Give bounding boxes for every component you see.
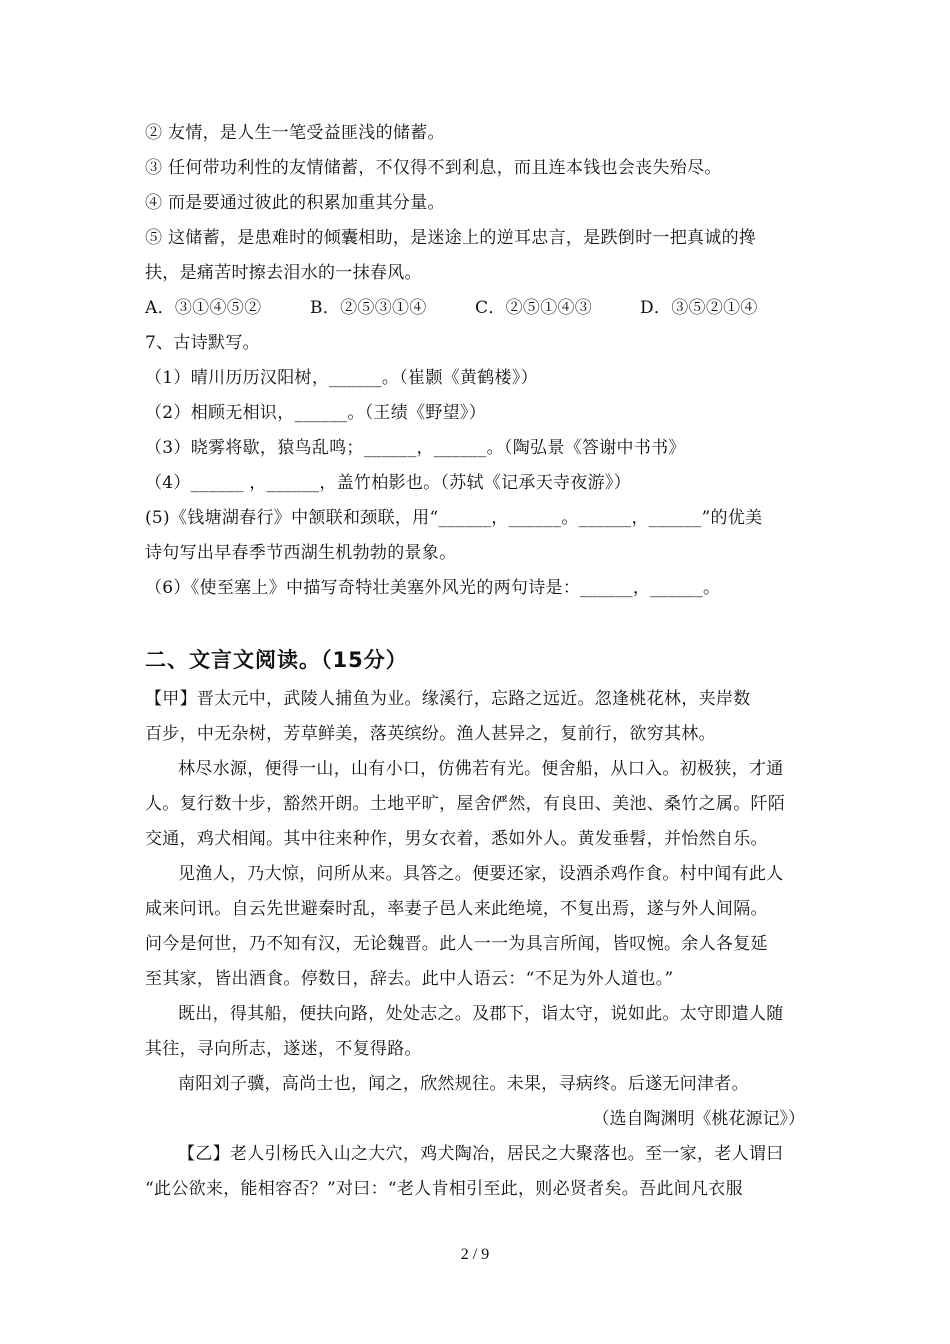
passage-jia-line: 南阳刘子骥，高尚士也，闻之，欣然规往。未果，寻病终。后遂无问津者。 [178, 1074, 749, 1094]
passage-jia-line: 既出，得其船，便扶向路，处处志之。及郡下，诣太守，说如此。太守即遣人随 [178, 1004, 784, 1024]
passage-source: （选自陶渊明《桃花源记》） [592, 1109, 805, 1129]
passage-jia-line: 咸来问讯。自云先世避秦时乱，率妻子邑人来此绝境，不复出焉，遂与外人间隔。 [145, 899, 768, 919]
answer-options [145, 298, 810, 318]
order-item-5-cont: 扶，是痛苦时擦去泪水的一抹春风。 [145, 263, 422, 283]
q7-item-6: （6）《使至塞上》中描写奇特壮美塞外风光的两句诗是：______，______。 [145, 578, 721, 598]
passage-jia-line: 人。复行数十步，豁然开朗。土地平旷，屋舍俨然，有良田、美池、桑竹之属。阡陌 [145, 794, 786, 814]
passage-yi-line: “此公欲来，能相容否？”对曰：“老人肯相引至此，则必贤者矣。吾此间凡衣服 [145, 1179, 743, 1199]
passage-jia-line: 交通，鸡犬相闻。其中往来种作，男女衣着，悉如外人。黄发垂髫，并怡然自乐。 [145, 829, 768, 849]
passage-jia-line: 【甲】晋太元中，武陵人捕鱼为业。缘溪行，忘路之远近。忽逢桃花林，夹岸数 [145, 689, 751, 709]
q7-item-4: （4）______ ，______，盖竹柏影也。（苏轼《记承天寺夜游》） [145, 473, 632, 493]
question-7-title: 7、古诗默写。 [145, 333, 260, 353]
order-item-4: ④ 而是要通过彼此的积累加重其分量。 [145, 193, 445, 213]
order-item-5: ⑤ 这储蓄，是患难时的倾囊相助，是迷途上的逆耳忠言，是跌倒时一把真诚的搀 [145, 228, 757, 248]
q7-item-1: （1）晴川历历汉阳树，______。（崔颢《黄鹤楼》） [145, 368, 538, 388]
order-item-2: ② 友情，是人生一笔受益匪浅的储蓄。 [145, 123, 445, 143]
passage-jia-line: 问今是何世，乃不知有汉，无论魏晋。此人一一为具言所闻，皆叹惋。余人各复延 [145, 934, 768, 954]
option-b: B．②⑤③①④ [310, 298, 427, 318]
q7-item-5-cont: 诗句写出早春季节西湖生机勃勃的景象。 [145, 543, 457, 563]
passage-jia-line: 百步，中无杂树，芳草鲜美，落英缤纷。渔人甚异之，复前行，欲穷其林。 [145, 724, 716, 744]
passage-jia-line: 其往，寻向所志，遂迷，不复得路。 [145, 1039, 422, 1059]
page-number: 2 / 9 [460, 1246, 490, 1263]
section-heading: 二、文言文阅读。（15分） [145, 648, 408, 672]
q7-item-5: (5)《钱塘湖春行》中颔联和颈联，用“______，______。______，______”的优美 [145, 508, 763, 528]
q7-item-2: （2）相顾无相识，______。（王绩《野望》） [145, 403, 487, 423]
option-a: A．③①④⑤② [145, 298, 262, 318]
option-d: D．③⑤②①④ [640, 298, 758, 318]
passage-jia-line: 林尽水源，便得一山，山有小口，仿佛若有光。便舍船，从口入。初极狭，才通 [178, 759, 784, 779]
passage-yi-line: 【乙】老人引杨氏入山之大穴，鸡犬陶冶，居民之大聚落也。至一家，老人谓曰 [178, 1144, 784, 1164]
q7-item-3: （3）晓雾将歇，猿鸟乱鸣；______，______。（陶弘景《答谢中书书》 [145, 438, 686, 458]
passage-jia-line: 至其家，皆出酒食。停数日，辞去。此中人语云：“不足为外人道也。” [145, 969, 674, 989]
option-c: C．②⑤①④③ [475, 298, 593, 318]
order-item-3: ③ 任何带功利性的友情储蓄，不仅得不到利息，而且连本钱也会丧失殆尽。 [145, 158, 722, 178]
passage-jia-line: 见渔人，乃大惊，问所从来。具答之。便要还家，设酒杀鸡作食。村中闻有此人 [178, 864, 784, 884]
